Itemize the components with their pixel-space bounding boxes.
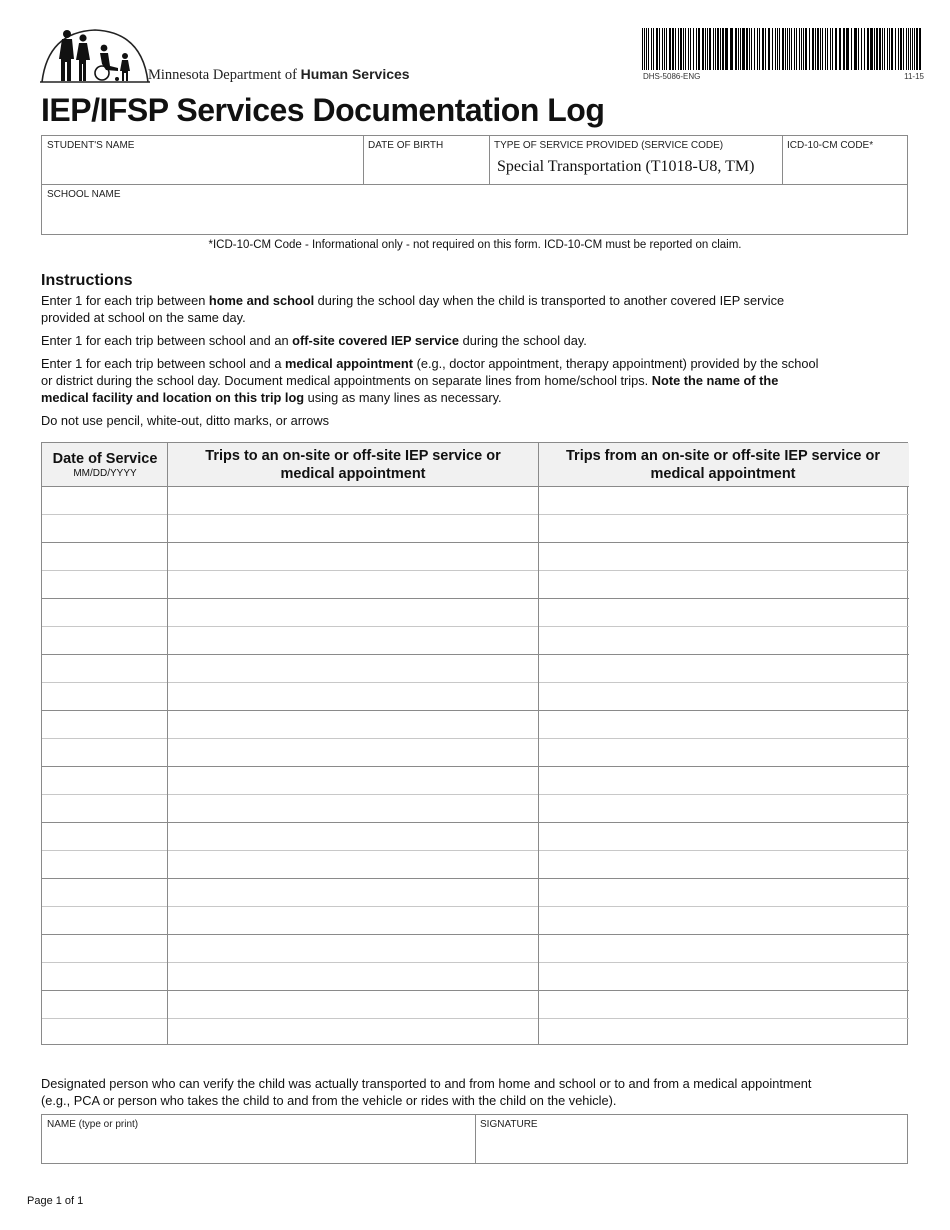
verifier-name-label: NAME (type or print) [47, 1119, 139, 1130]
date-cell[interactable] [42, 963, 167, 990]
verification-text-1: Designated person who can verify the child was actually transported to and from home and school or to and from a medical appointment [41, 1076, 812, 1091]
trips-from-cell[interactable] [539, 739, 908, 766]
student-info-row [41, 135, 908, 185]
log-row [42, 711, 909, 739]
trips-from-cell[interactable] [539, 543, 908, 570]
trips-to-cell[interactable] [168, 823, 538, 850]
date-cell[interactable] [42, 1019, 167, 1046]
icd-footnote: *ICD-10-CM Code - Informational only - not required on this form. ICD-10-CM must be reported on claim. [208, 239, 742, 251]
log-row [42, 487, 909, 515]
trips-to-cell[interactable] [168, 795, 538, 822]
log-row [42, 1019, 909, 1047]
verification-text-2: (e.g., PCA or person who takes the child to and from the vehicle or rides with the child on the vehicle). [41, 1093, 617, 1108]
date-cell[interactable] [42, 991, 167, 1018]
trips-to-cell[interactable] [168, 571, 538, 598]
school-name-label: SCHOOL NAME [47, 189, 121, 200]
log-row [42, 907, 909, 935]
trips-to-cell[interactable] [168, 627, 538, 654]
log-row [42, 655, 909, 683]
trips-to-cell[interactable] [168, 683, 538, 710]
log-row [42, 795, 909, 823]
date-cell[interactable] [42, 935, 167, 962]
trips-from-cell[interactable] [539, 991, 908, 1018]
log-row [42, 683, 909, 711]
date-cell[interactable] [42, 543, 167, 570]
date-cell[interactable] [42, 711, 167, 738]
agency-name: Minnesota Department of Human Services [148, 66, 410, 83]
log-row [42, 851, 909, 879]
form-code: DHS-5086-ENG [643, 72, 701, 81]
date-cell[interactable] [42, 907, 167, 934]
revision-date: 11-15 [904, 72, 924, 81]
trips-from-cell[interactable] [539, 907, 908, 934]
log-row [42, 767, 909, 795]
log-row [42, 571, 909, 599]
instruction-home-school: Enter 1 for each trip between home and school during the school day when the child is transported to another covered IEP service provided at school on the same day. [41, 293, 785, 325]
date-cell[interactable] [42, 683, 167, 710]
date-cell[interactable] [42, 515, 167, 542]
log-row [42, 823, 909, 851]
page-title: IEP/IFSP Services Documentation Log [41, 92, 605, 128]
date-cell[interactable] [42, 739, 167, 766]
instruction-no-pencil: Do not use pencil, white-out, ditto marks, or arrows [41, 413, 330, 428]
trips-to-cell[interactable] [168, 515, 538, 542]
log-row [42, 935, 909, 963]
student-name-label: STUDENT'S NAME [47, 140, 135, 151]
trips-to-cell[interactable] [168, 543, 538, 570]
trips-from-cell[interactable] [539, 1019, 908, 1046]
trips-to-cell[interactable] [168, 767, 538, 794]
service-type-label: TYPE OF SERVICE PROVIDED (SERVICE CODE) [494, 140, 724, 151]
instruction-medical: Enter 1 for each trip between school and a medical appointment (e.g., doctor appointment, therapy appointment) provided by the school or district during the school day. Document medical appointments on separate lines from home/school trips. Note the name of the medical facility and location on this trip log using as many lines as necessary. [41, 356, 819, 405]
trips-from-cell[interactable] [539, 683, 908, 710]
instructions-heading: Instructions [41, 272, 133, 289]
trips-to-cell[interactable] [168, 1019, 538, 1046]
date-cell[interactable] [42, 627, 167, 654]
barcode [642, 28, 924, 70]
service-type-value: Special Transportation (T1018-U8, TM) [497, 158, 755, 175]
trips-from-cell[interactable] [539, 487, 908, 514]
log-row [42, 991, 909, 1019]
trips-to-cell[interactable] [168, 879, 538, 906]
icd-code-label: ICD-10-CM CODE* [787, 140, 874, 151]
col-trips-from-header: Trips from an on-site or off-site IEP service or medical appointment [566, 447, 880, 482]
trips-from-cell[interactable] [539, 879, 908, 906]
signature-field[interactable] [475, 1115, 907, 1163]
student-name-field[interactable] [42, 136, 363, 184]
log-row [42, 963, 909, 991]
dhs-logo [40, 26, 150, 84]
trips-to-cell[interactable] [168, 739, 538, 766]
trips-from-cell[interactable] [539, 655, 908, 682]
trips-to-cell[interactable] [168, 487, 538, 514]
trips-to-cell[interactable] [168, 851, 538, 878]
log-row [42, 515, 909, 543]
log-row [42, 879, 909, 907]
col-trips-to-header: Trips to an on-site or off-site IEP service or medical appointment [205, 447, 501, 482]
date-cell[interactable] [42, 571, 167, 598]
trips-from-cell[interactable] [539, 795, 908, 822]
date-of-birth-label: DATE OF BIRTH [368, 140, 444, 151]
trip-log-table [41, 442, 908, 1045]
trips-to-cell[interactable] [168, 963, 538, 990]
date-cell[interactable] [42, 879, 167, 906]
trip-log-header [42, 443, 909, 487]
date-cell[interactable] [42, 599, 167, 626]
trips-to-cell[interactable] [168, 935, 538, 962]
trips-to-cell[interactable] [168, 655, 538, 682]
trips-from-cell[interactable] [539, 767, 908, 794]
trips-from-cell[interactable] [539, 851, 908, 878]
trips-from-cell[interactable] [539, 711, 908, 738]
instruction-off-site: Enter 1 for each trip between school and an off-site covered IEP service during the school day. [41, 333, 587, 348]
trips-from-cell[interactable] [539, 599, 908, 626]
trips-to-cell[interactable] [168, 599, 538, 626]
date-of-birth-field[interactable] [363, 136, 489, 184]
trips-to-cell[interactable] [168, 991, 538, 1018]
date-cell[interactable] [42, 795, 167, 822]
trips-from-cell[interactable] [539, 571, 908, 598]
log-row [42, 627, 909, 655]
icd-code-field[interactable] [782, 136, 907, 184]
trips-from-cell[interactable] [539, 515, 908, 542]
trips-from-cell[interactable] [539, 935, 908, 962]
signature-label: SIGNATURE [480, 1119, 538, 1130]
trips-from-cell[interactable] [539, 627, 908, 654]
trips-to-cell[interactable] [168, 711, 538, 738]
trips-to-cell[interactable] [168, 907, 538, 934]
log-row [42, 599, 909, 627]
log-row [42, 543, 909, 571]
date-cell[interactable] [42, 767, 167, 794]
trips-from-cell[interactable] [539, 963, 908, 990]
date-cell[interactable] [42, 655, 167, 682]
date-cell[interactable] [42, 851, 167, 878]
page-number: Page 1 of 1 [27, 1195, 84, 1207]
date-cell[interactable] [42, 823, 167, 850]
date-cell[interactable] [42, 487, 167, 514]
school-name-field[interactable] [41, 184, 908, 235]
log-row [42, 739, 909, 767]
verifier-box [41, 1114, 908, 1164]
col-date-header: Date of Service MM/DD/YYYY [52, 450, 158, 479]
verifier-name-field[interactable] [42, 1115, 475, 1163]
trips-from-cell[interactable] [539, 823, 908, 850]
